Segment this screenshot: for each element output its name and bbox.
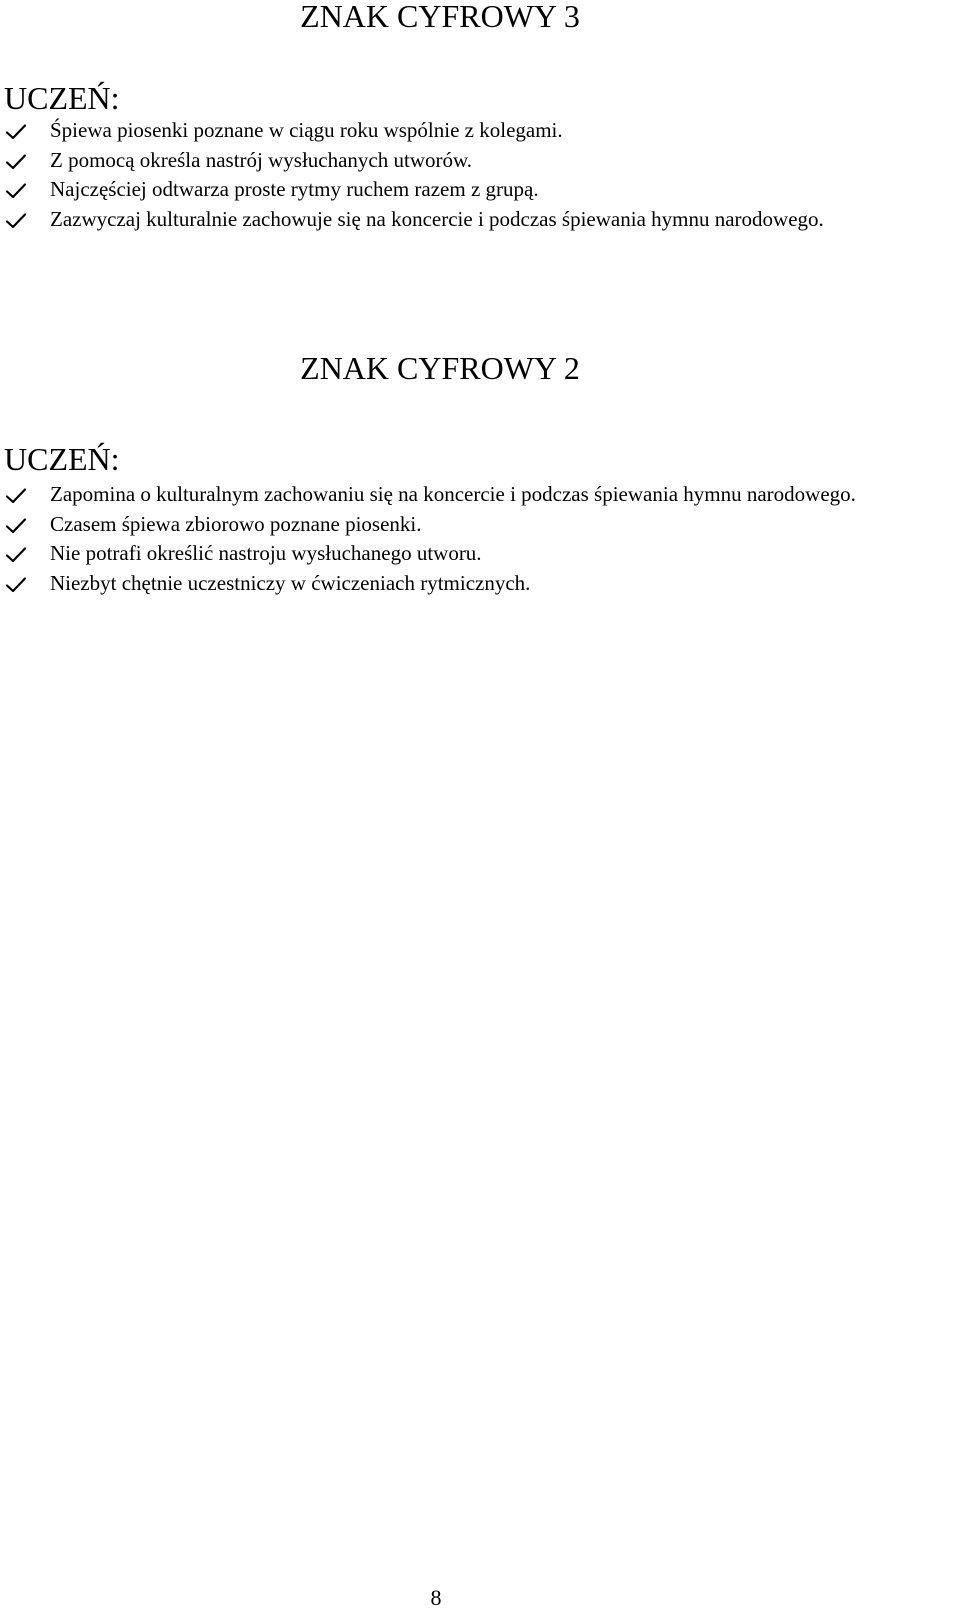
checkmark-icon [6, 547, 26, 563]
list-item-text: Najczęściej odtwarza proste rytmy ruchem razem z grupą. [50, 177, 539, 201]
list-item [0, 510, 952, 540]
list-item-text: Nie potrafi określić nastroju wysłuchanego utworu. [50, 541, 482, 565]
list-item-text: Z pomocą określa nastrój wysłuchanych utworów. [50, 147, 473, 172]
list-item-text: Zazwyczaj kulturalnie zachowuje się na koncercie i podczas śpiewania hymnu narodowego. [50, 206, 824, 231]
checkmark-icon [6, 213, 26, 229]
list-item-text: Czasem śpiewa zbiorowo poznane piosenki. [50, 511, 422, 536]
list-item [0, 480, 952, 510]
section-title-grade-3: ZNAK CYFROWY 3 [300, 0, 580, 34]
list-item [0, 116, 952, 146]
checkmark-icon [6, 488, 26, 504]
list-item [0, 146, 952, 176]
list-item [0, 569, 952, 599]
checkmark-icon [6, 577, 26, 593]
criteria-list-grade-3 [0, 116, 952, 234]
list-item-text: Zapomina o kulturalnym zachowaniu się na koncercie i podczas śpiewania hymnu narodowego. [50, 482, 856, 506]
page-number: 8 [430, 1585, 442, 1610]
list-item-text: Śpiewa piosenki poznane w ciągu roku wspólnie z kolegami. [50, 118, 563, 142]
student-label-grade-3: UCZEŃ: [4, 80, 120, 116]
checkmark-icon [6, 154, 26, 170]
checkmark-icon [6, 518, 26, 534]
list-item [0, 205, 952, 235]
student-label-grade-2: UCZEŃ: [4, 441, 120, 477]
list-item [0, 539, 952, 569]
criteria-list-grade-2 [0, 480, 952, 598]
checkmark-icon [6, 124, 26, 140]
list-item [0, 175, 952, 205]
checkmark-icon [6, 183, 26, 199]
list-item-text: Niezbyt chętnie uczestniczy w ćwiczeniach rytmicznych. [50, 570, 531, 595]
section-title-grade-2: ZNAK CYFROWY 2 [300, 350, 580, 386]
